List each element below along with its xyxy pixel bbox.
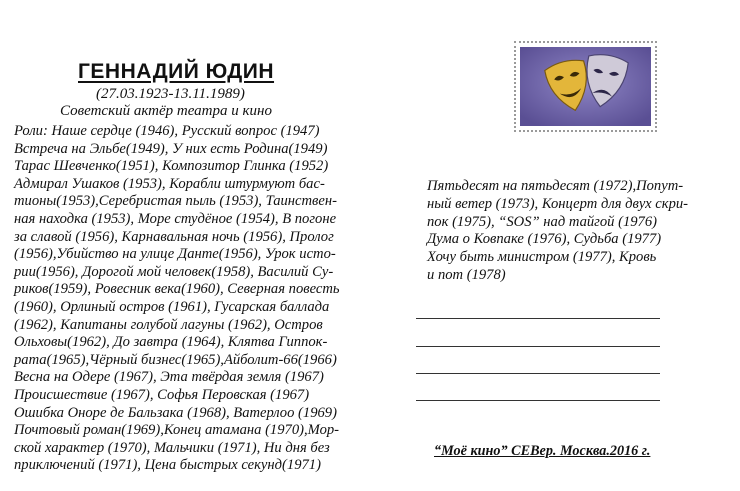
- filmography-line: Адмирал Ушаков (1953), Корабли штурмуют бас-: [14, 175, 325, 192]
- address-line: [416, 400, 660, 401]
- address-line: [416, 318, 660, 319]
- filmography-line: Весна на Одере (1967), Эта твёрдая земля (1967): [14, 369, 324, 386]
- actor-name: ГЕННАДИЙ ЮДИН: [78, 60, 275, 83]
- filmography-line: Тарас Шевченко(1951), Композитор Глинка (1952): [14, 158, 329, 175]
- filmography-line: за славой (1956), Карнавальная ночь (1956), Пролог: [14, 228, 334, 245]
- filmography-line: рии(1956), Дорогой мой человек(1958), Василий Су-: [14, 263, 334, 280]
- filmography-line: риков(1959), Ровесник века(1960), Северная повесть: [14, 281, 340, 298]
- filmography-left: [14, 123, 340, 475]
- filmography-line: приключений (1971), Цена быстрых секунд(1971): [14, 457, 321, 474]
- filmography-line: Роли: Наше сердце (1946), Русский вопрос (1947): [14, 123, 320, 139]
- filmography-line: Ошибка Оноре де Бальзака (1968), Ватерлоо (1969): [14, 404, 337, 421]
- theater-masks-icon: [520, 47, 651, 126]
- filmography-line: рата(1965),Чёрный бизнес(1965),Айболит-66(1966): [14, 351, 337, 368]
- filmography-line: Дума о Ковпаке (1976), Судьба (1977): [427, 231, 662, 248]
- filmography-line: Хочу быть министром (1977), Кровь: [427, 249, 657, 266]
- stamp-image: [520, 47, 651, 126]
- filmography-line: Ольховы(1962), До завтра (1964), Клятва Гиппок-: [14, 334, 328, 351]
- filmography-line: ской характер (1970), Мальчики (1971), Ни дня без: [14, 439, 330, 456]
- filmography-line: Происшествие (1967), Софья Перовская (1967): [14, 386, 310, 403]
- filmography-line: ный ветер (1973), Концерт для двух скри-: [427, 195, 689, 212]
- publisher-credit: “Моё кино” СЕВер. Москва.2016 г.: [434, 443, 651, 459]
- filmography-line: Почтовый роман(1969),Конец атамана (1970),Мор-: [14, 422, 340, 439]
- actor-description: Советский актёр театра и кино: [60, 103, 272, 119]
- postage-stamp: [514, 41, 657, 132]
- filmography-line: Пятьдесят на пятьдесят (1972),Попут-: [427, 178, 684, 194]
- filmography-line: ная находка (1953), Море студёное (1954), В погоне: [14, 210, 337, 227]
- filmography-line: пок (1975), “SOS” над тайгой (1976): [427, 213, 658, 230]
- filmography-line: Встреча на Эльбе(1949), У них есть Родина(1949): [14, 140, 328, 157]
- filmography-right: [427, 178, 688, 285]
- filmography-line: и пот (1978): [427, 266, 506, 283]
- life-dates: (27.03.1923-13.11.1989): [96, 86, 245, 102]
- filmography-line: (1960), Орлиный остров (1961), Гусарская баллада: [14, 298, 330, 315]
- filmography-line: (1956),Убийство на улице Данте(1956), Урок исто-: [14, 246, 336, 263]
- address-line: [416, 346, 660, 347]
- filmography-line: тионы(1953),Серебристая пыль (1953), Таинствен-: [14, 193, 337, 210]
- address-line: [416, 373, 660, 374]
- filmography-line: (1962), Капитаны голубой лагуны (1962), Остров: [14, 316, 323, 333]
